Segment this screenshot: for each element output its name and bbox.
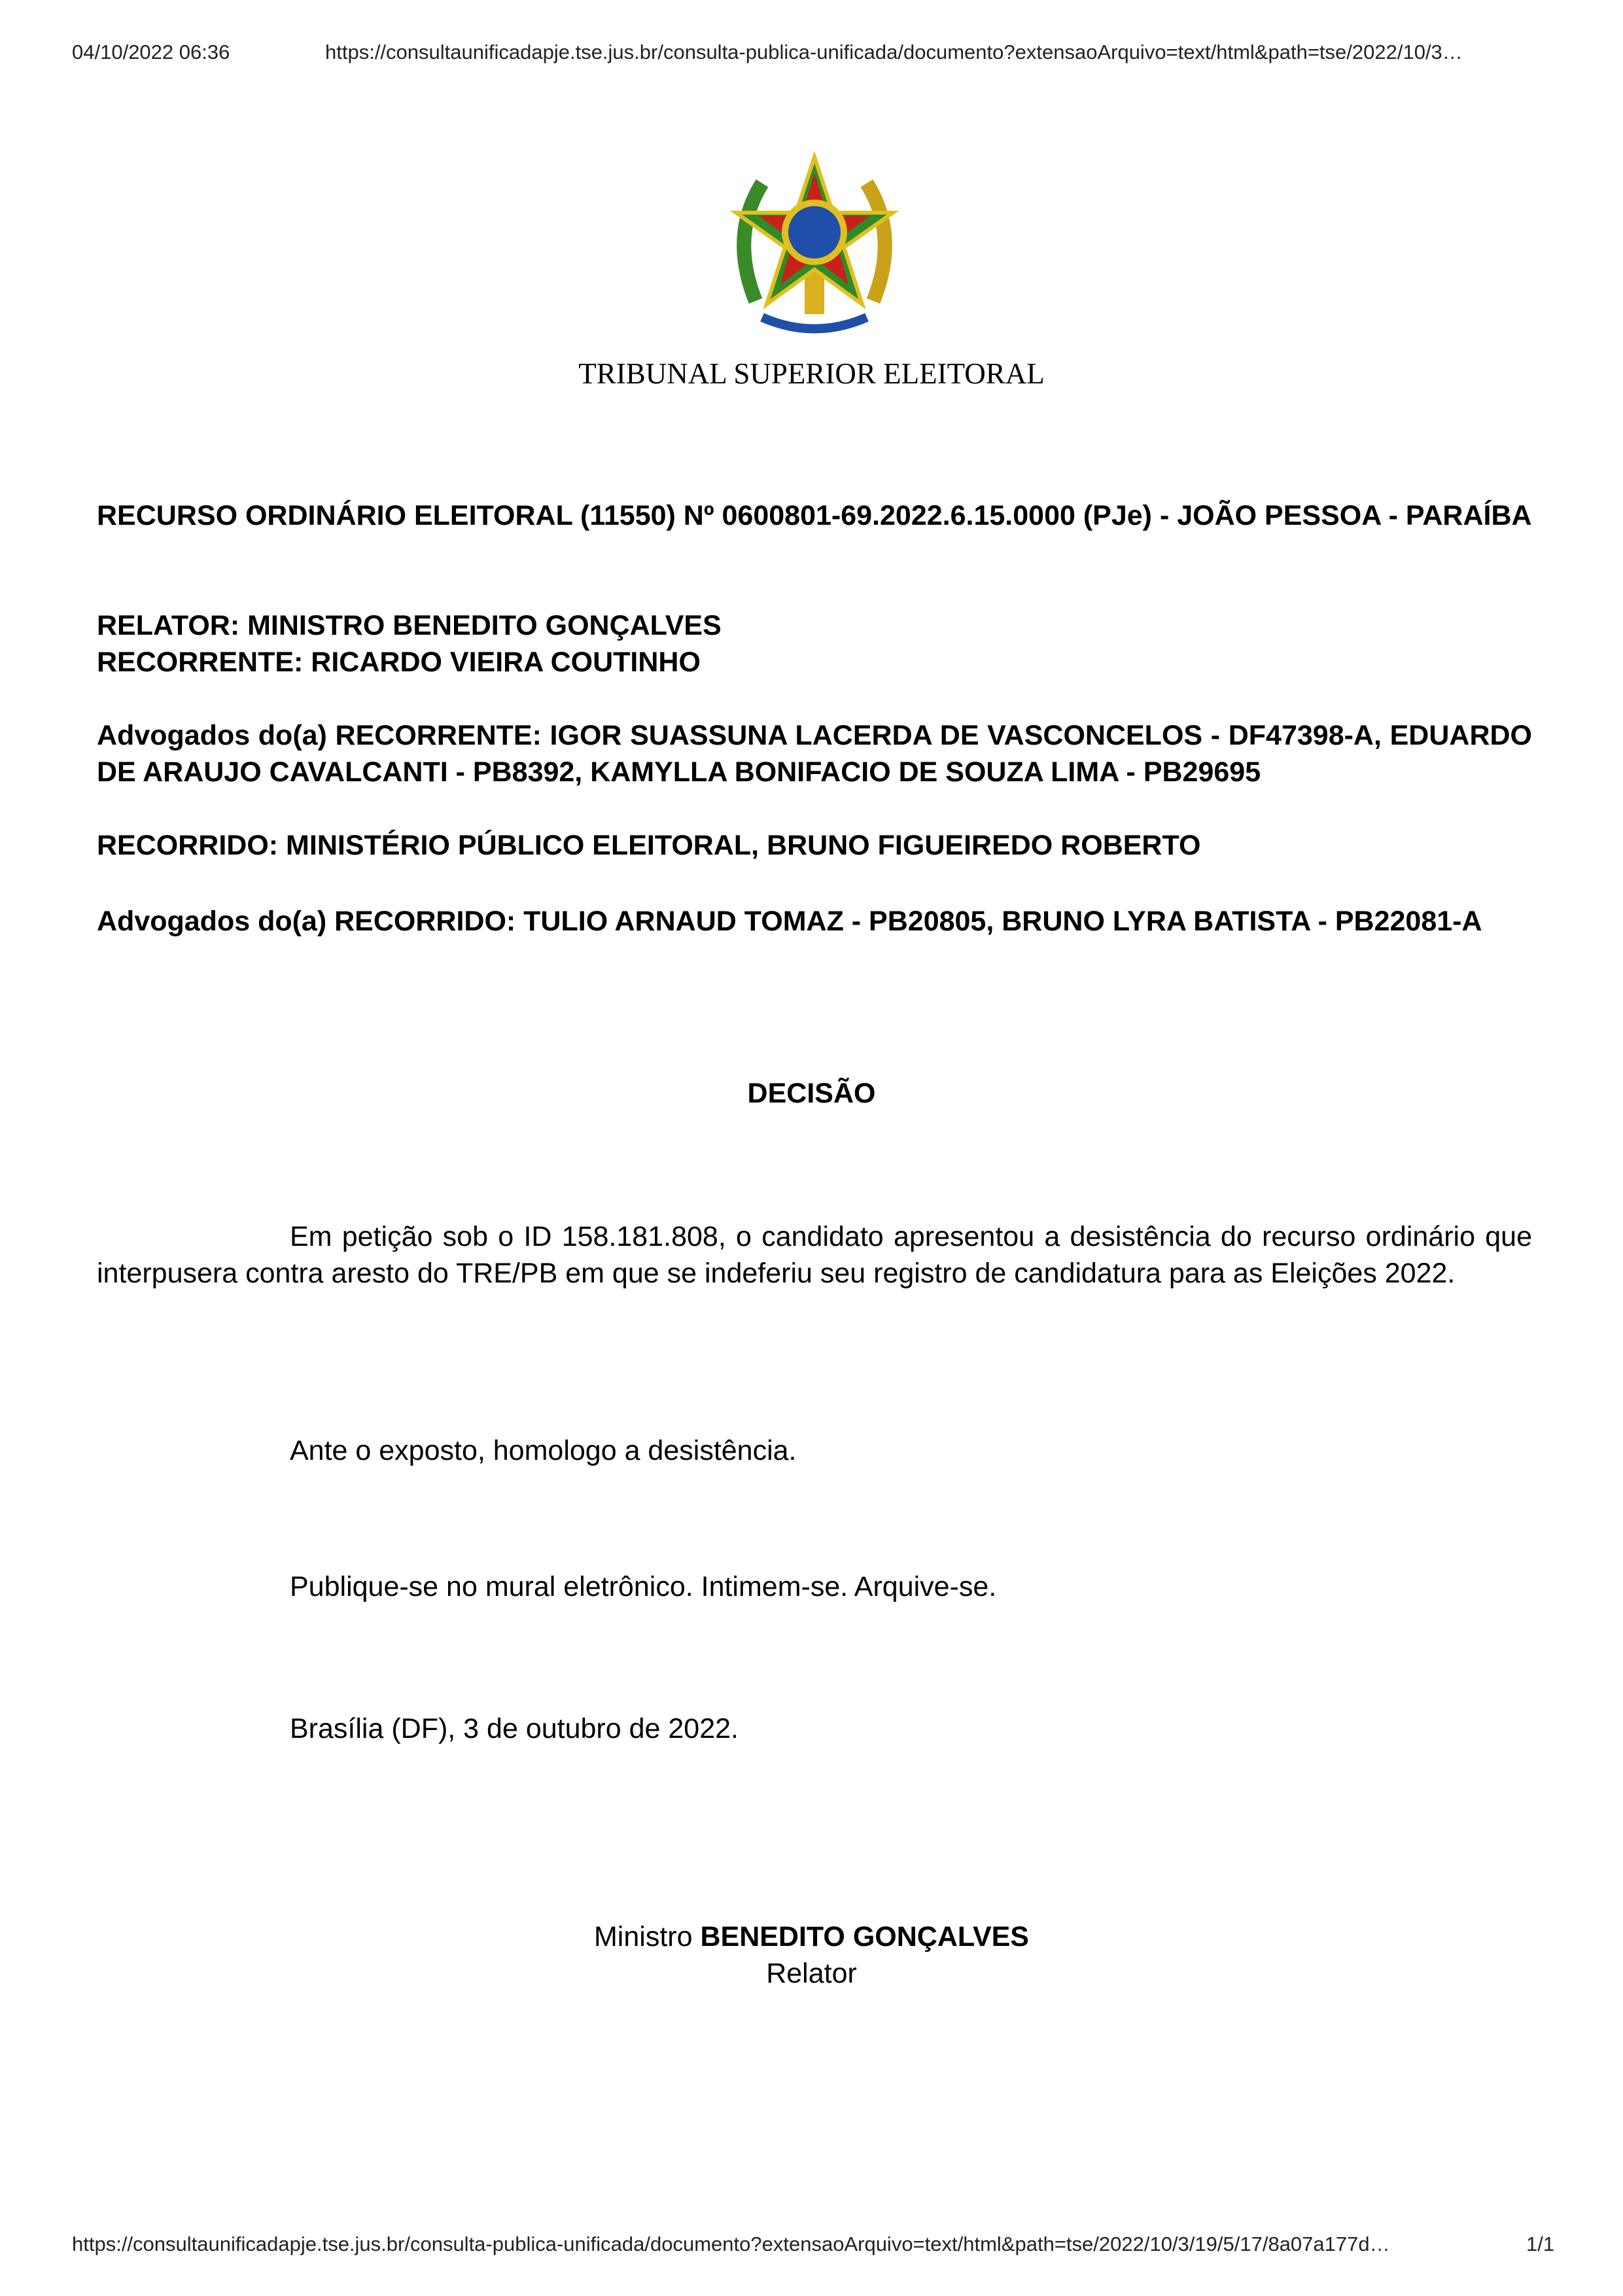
advogados-recorrido: Advogados do(a) RECORRIDO: TULIO ARNAUD TOMAZ - PB20805, BRUNO LYRA BATISTA - PB22081-A — [97, 906, 1482, 937]
court-name: TRIBUNAL SUPERIOR ELEITORAL — [578, 357, 1045, 390]
print-url: https://consultaunificadapje.tse.jus.br/consulta-publica-unificada/documento?extensaoArquivo=text/html&path=tse/2022/10/3… — [325, 41, 1463, 63]
signature-prefix: Ministro — [593, 1921, 693, 1952]
decision-paragraph-2: Ante o exposto, homologo a desistência. — [290, 1435, 797, 1466]
signature-name: BENEDITO GONÇALVES — [700, 1921, 1029, 1952]
footer-url: https://consultaunificadapje.tse.jus.br/consulta-publica-unificada/documento?extensaoArquivo=text/html&path=tse/2022/10/3/19/5/17/8a07a177d… — [72, 2233, 1390, 2255]
page-number: 1/1 — [1526, 2233, 1555, 2255]
signature-role: Relator — [766, 1958, 857, 1989]
decision-date: Brasília (DF), 3 de outubro de 2022. — [290, 1713, 739, 1744]
decision-heading: DECISÃO — [747, 1078, 876, 1109]
relator: RELATOR: MINISTRO BENEDITO GONÇALVES — [97, 610, 722, 641]
advogados-recorrente: Advogados do(a) RECORRENTE: IGOR SUASSUNA LACERDA DE VASCONCELOS - DF47398-A, EDUARDO DE ARAUJO CAVALCANTI - PB8392, KAMYLLA BONIFACIO DE SOUZA LIMA - PB29695 — [97, 720, 1532, 788]
recorrente: RECORRENTE: RICARDO VIEIRA COUTINHO — [97, 646, 701, 678]
decision-paragraph-1: Em petição sob o ID 158.181.808, o candidato apresentou a desistência do recurso ordinário que interpusera contra aresto do TRE/PB em que se indeferiu seu registro de candidatura para as Eleições 2022. — [97, 1221, 1532, 1289]
print-datetime: 04/10/2022 06:36 — [72, 41, 230, 63]
coat-of-arms-emblem — [729, 150, 899, 340]
decision-paragraph-3: Publique-se no mural eletrônico. Intimem-se. Arquive-se. — [290, 1571, 997, 1602]
signature-line — [0, 1918, 1623, 1955]
case-title: RECURSO ORDINÁRIO ELEITORAL (11550) Nº 0600801-69.2022.6.15.0000 (PJe) - JOÃO PESSOA - PARAÍBA — [97, 500, 1532, 531]
recorrido: RECORRIDO: MINISTÉRIO PÚBLICO ELEITORAL, BRUNO FIGUEIREDO ROBERTO — [97, 830, 1201, 861]
